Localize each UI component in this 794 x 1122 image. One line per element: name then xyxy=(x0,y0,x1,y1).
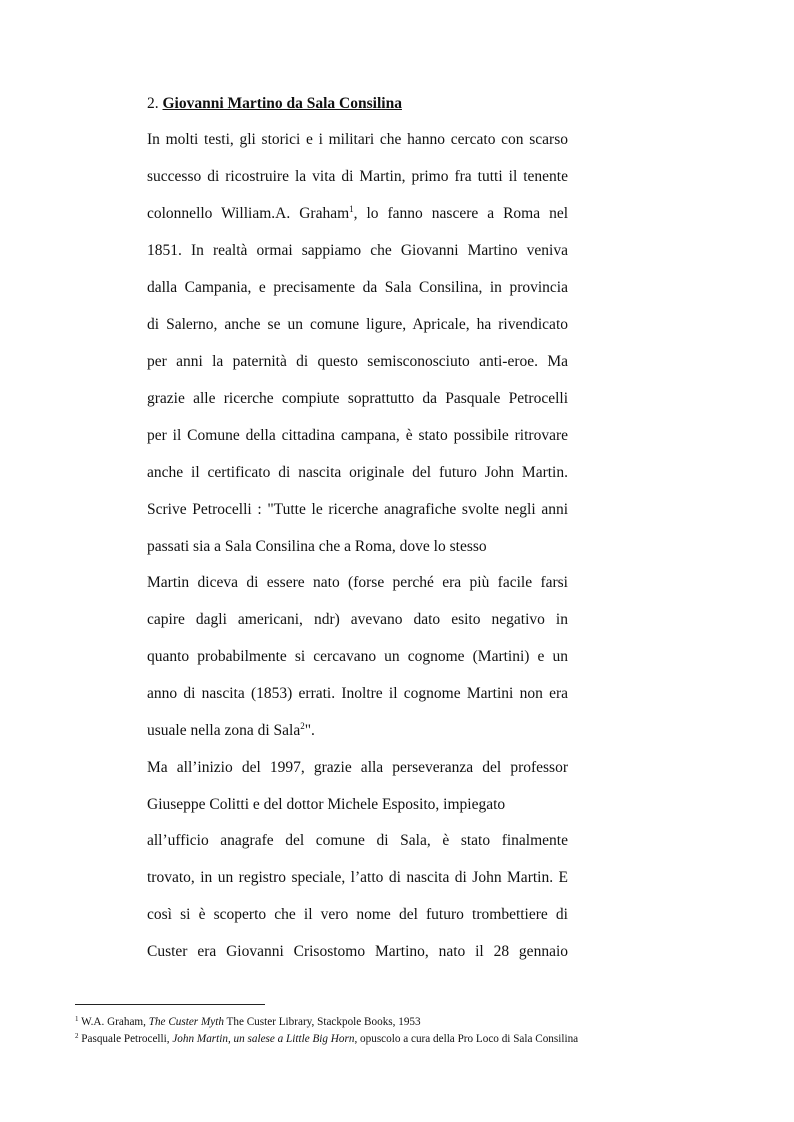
body-line: dalla Campania, e precisamente da Sala Consilina, in provincia xyxy=(147,279,568,296)
body-line: per anni la paternità di questo semisconosciuto anti-eroe. Ma xyxy=(147,353,568,370)
section-title: Giovanni Martino da Sala Consilina xyxy=(162,95,402,112)
footnote-mark: 1 xyxy=(75,1015,79,1023)
body-line: Ma all’inizio del 1997, grazie alla perseveranza del professor xyxy=(147,759,568,776)
body-line: In molti testi, gli storici e i militari che hanno cercato con scarso xyxy=(147,131,568,148)
body-line: capire dagli americani, ndr) avevano dato esito negativo in xyxy=(147,611,568,628)
footnote xyxy=(75,1032,578,1046)
body-line: 1851. In realtà ormai sappiamo che Giovanni Martino veniva xyxy=(147,242,568,259)
body-text: ". xyxy=(304,722,315,739)
footnote-ref[interactable]: 1 xyxy=(349,204,354,214)
footnote-title: John Martin, un salese a Little Big Horn xyxy=(172,1033,355,1045)
footnote xyxy=(75,1015,421,1029)
body-line xyxy=(147,204,568,224)
body-text: colonnello William.A. Graham xyxy=(147,205,350,222)
footnote-mark: 2 xyxy=(75,1032,79,1040)
section-heading xyxy=(147,93,402,115)
body-line: trovato, in un registro speciale, l’atto di nascita di John Martin. E xyxy=(147,869,568,886)
footnote-separator xyxy=(75,1004,265,1005)
footnote-text: , opuscolo a cura della Pro Loco di Sala Consilina xyxy=(354,1033,579,1045)
body-line: Martin diceva di essere nato (forse perché era più facile farsi xyxy=(147,574,568,591)
footnote-text: Pasquale Petrocelli, xyxy=(78,1033,173,1045)
footnote-title: The Custer Myth xyxy=(148,1016,224,1028)
body-line: per il Comune della cittadina campana, è stato possibile ritrovare xyxy=(147,427,568,444)
body-line: Custer era Giovanni Crisostomo Martino, nato il 28 gennaio xyxy=(147,943,568,960)
footnote-text: W.A. Graham, xyxy=(78,1016,149,1028)
body-line: passati sia a Sala Consilina che a Roma, dove lo stesso xyxy=(147,538,487,555)
body-line: anche il certificato di nascita originale del futuro John Martin. xyxy=(147,464,568,481)
body-line xyxy=(147,721,568,741)
body-line: così si è scoperto che il vero nome del futuro trombettiere di xyxy=(147,906,568,923)
body-text: usuale nella zona di Sala xyxy=(147,722,301,739)
body-line: di Salerno, anche se un comune ligure, Apricale, ha rivendicato xyxy=(147,316,568,333)
body-line: anno di nascita (1853) errati. Inoltre il cognome Martini non era xyxy=(147,685,568,702)
body-line: grazie alle ricerche compiute soprattutto da Pasquale Petrocelli xyxy=(147,390,568,407)
body-line: all’ufficio anagrafe del comune di Sala, è stato finalmente xyxy=(147,832,568,849)
footnote-ref[interactable]: 2 xyxy=(300,721,305,731)
body-line: successo di ricostruire la vita di Martin, primo fra tutti il tenente xyxy=(147,168,568,185)
footnote-text: The Custer Library, Stackpole Books, 1953 xyxy=(223,1016,421,1028)
body-text: , lo fanno nascere a Roma nel xyxy=(353,205,569,222)
body-line: quanto probabilmente si cercavano un cognome (Martini) e un xyxy=(147,648,568,665)
section-number: 2. xyxy=(147,95,159,112)
body-line: Scrive Petrocelli : "Tutte le ricerche anagrafiche svolte negli anni xyxy=(147,501,568,518)
body-line: Giuseppe Colitti e del dottor Michele Esposito, impiegato xyxy=(147,796,506,813)
